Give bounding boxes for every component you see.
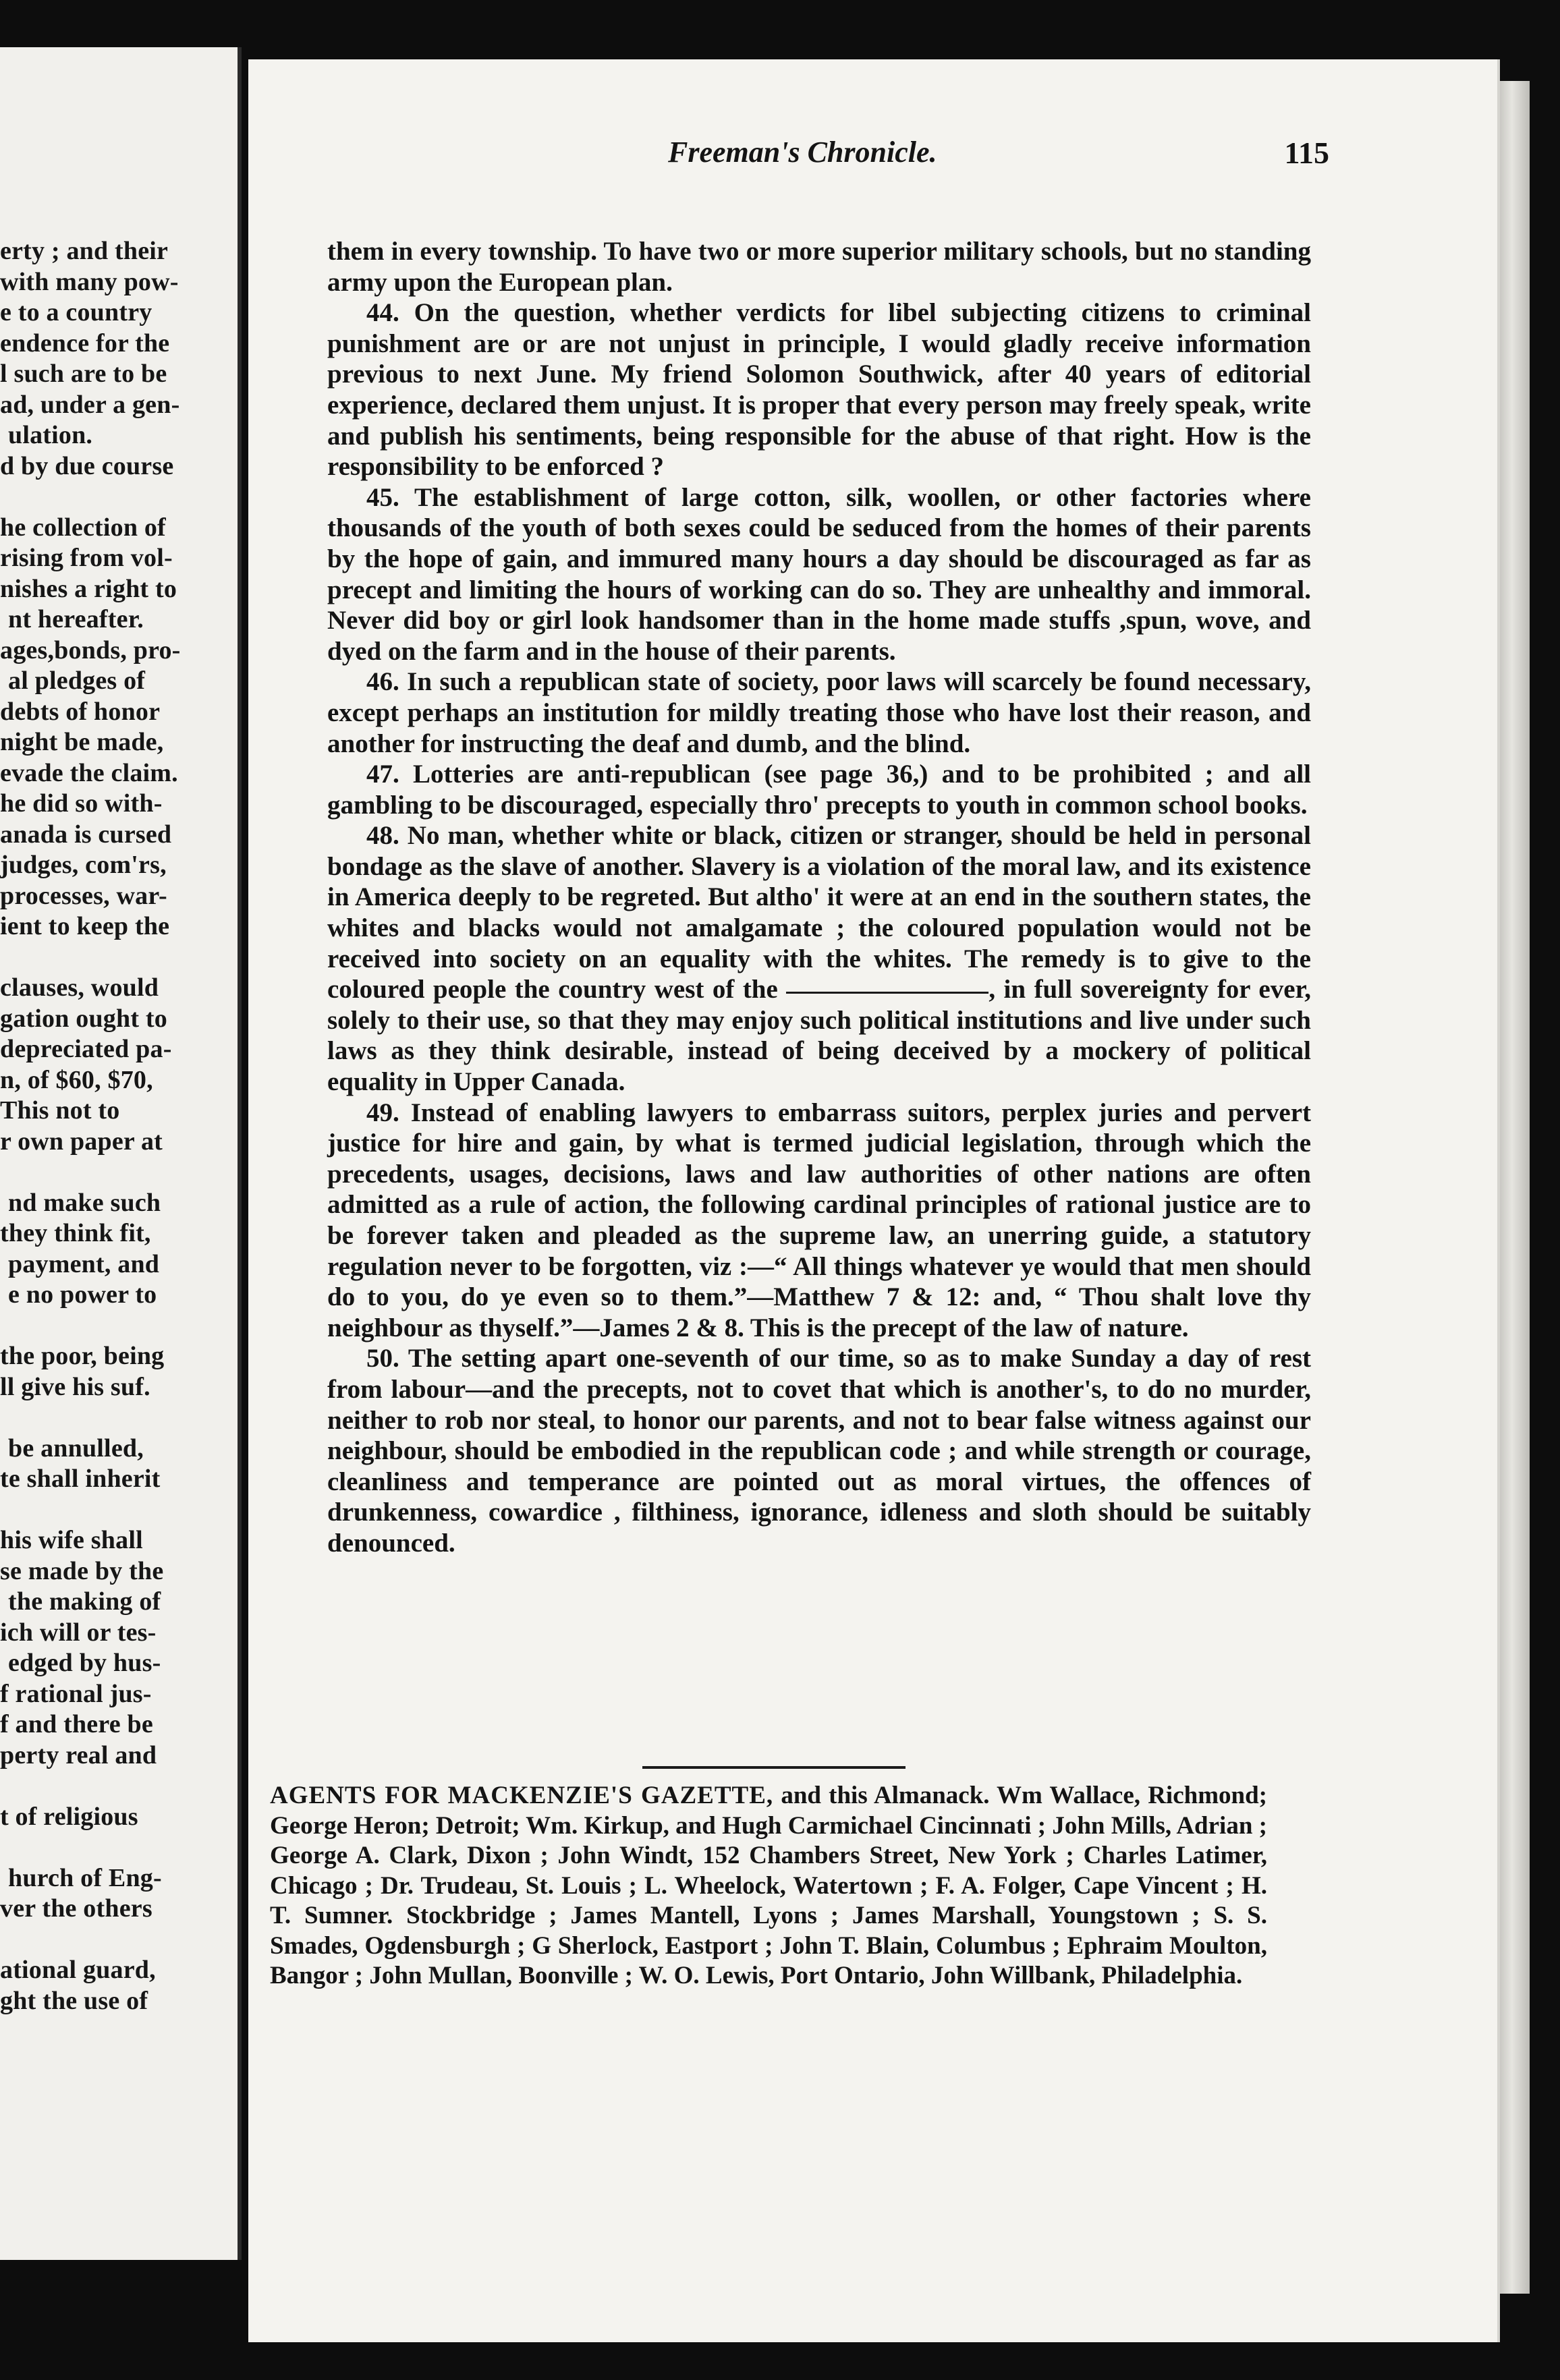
left-page-line: ll give his suf. [0, 1372, 150, 1401]
left-page-line: the making of [8, 1587, 161, 1616]
paragraph [327, 667, 1311, 759]
blank-line [786, 992, 988, 994]
paragraph [327, 236, 1311, 298]
left-page-line: rising from vol- [0, 544, 173, 572]
left-page-line: they think fit, [0, 1219, 151, 1247]
left-page-line: ulation. [8, 421, 93, 449]
agents-list: and this Almanack. Wm Wallace, Richmond; George Heron; Detroit; Wm. Kirkup, and Hugh Carmichael Cincinnati ; John Mills, Adrian ; George A. Clark, Dixon ; John Windt, 152 Chambers Street, New York ; Charles Latimer, Chicago ; Dr. Trudeau, St. Louis ; L. Wheelock, Watertown ; F. A. Folger, Cape Vincent ; H. T. Sumner. Stockbridge ; James Mantell, Lyons ; James Marshall, Youngstown ; S. S. Smades, Ogdensburgh ; G Sherlock, Eastport ; John T. Blain, Columbus ; Ephraim Moulton, Bangor ; John Mullan, Boonville ; W. O. Lewis, Port Ontario, John Willbank, Philadelphia. [270, 1782, 1267, 1989]
left-page-line: nishes a right to [0, 574, 177, 603]
paragraph-text: 47. Lotteries are anti-republican (see page 36,) and to be prohibited ; and all gambling to be discouraged, especially thro' precepts to youth in common school books. [327, 760, 1311, 820]
left-page-line: al pledges of [8, 667, 146, 695]
paragraph [327, 298, 1311, 482]
left-page-line: ght the use of [0, 1986, 148, 2015]
paragraph [327, 482, 1311, 667]
page-number: 115 [1284, 136, 1329, 170]
left-page-line: debts of honor [0, 697, 161, 726]
paragraph [327, 1098, 1311, 1344]
left-page-line: he collection of [0, 513, 166, 542]
left-page-line: ver the others [0, 1894, 152, 1923]
paragraph-text: 49. Instead of enabling lawyers to embarrass suitors, perplex juries and pervert justice for hire and gain, by what is termed judicial legislation, through which the precedents, usages, decisions, laws and law authorities of other nations are often admitted as a rule of action, the following cardinal principles of rational justice are to be forever taken and pleaded as the supreme law, an unerring guide, a statutory regulation never to be forgotten, viz :—“ All things whatever ye would that men should do to you, do ye even so to them.”—Matthew 7 & 12: and, “ Thou shalt love thy neighbour as thyself.”—James 2 & 8. This is the precept of the law of nature. [327, 1098, 1311, 1342]
left-page-line: se made by the [0, 1556, 164, 1585]
left-page-line: judges, com'rs, [0, 851, 167, 879]
left-page-line: nd make such [8, 1188, 161, 1217]
left-page-line: with many pow- [0, 267, 179, 296]
paragraph [327, 820, 1311, 1097]
paragraph [327, 759, 1311, 820]
left-page-line: ich will or tes- [0, 1618, 157, 1647]
left-page-line: clauses, would [0, 973, 159, 1002]
left-page-line: he did so with- [0, 789, 163, 818]
left-page-line: ages,bonds, pro- [0, 635, 181, 664]
paragraph-text: 48. No man, whether white or black, citizen or stranger, should be held in personal bondage as the slave of another. Slavery is a violation of the moral law, and its existence in America deeply to be regreted. But altho' it were at an end in the southern states, the whites and blacks would not amalgamate ; the coloured population would not be received into society on an equality with the whites. The remedy is to give to the coloured people the country west of the [327, 821, 1311, 1004]
left-page-fragment [0, 47, 242, 2260]
left-page-line: endence for the [0, 329, 170, 358]
page-edge [1500, 81, 1530, 2294]
paragraph-text: 45. The establishment of large cotton, silk, woollen, or other factories where thousands of the youth of both sexes could be seduced from the homes of their parents by the hope of gain, and immured many hours a day should be discouraged as far as precept and limiting the hours of working can do so. They are unhealthy and immoral. Never did boy or girl look handsomer than in the home made stuffs ,spun, wove, and dyed on the farm and in the house of their parents. [327, 482, 1311, 666]
agents-notice [270, 1781, 1267, 1991]
left-page-line: te shall inherit [0, 1465, 161, 1493]
left-page-line: d by due course [0, 451, 174, 480]
left-page-line: r own paper at [0, 1127, 163, 1156]
left-page-line: hurch of Eng- [8, 1863, 162, 1892]
left-page-line: gation ought to [0, 1004, 167, 1033]
left-page-line: ient to keep the [0, 912, 170, 940]
left-page-line: ational guard, [0, 1956, 156, 1984]
left-page-line: perty real and [0, 1740, 157, 1769]
left-page-line: his wife shall [0, 1526, 143, 1554]
paragraph-text: them in every township. To have two or more superior military schools, but no standing army upon the European plan. [327, 237, 1311, 297]
left-page-line: night be made, [0, 728, 164, 756]
left-page-line: depreciated pa- [0, 1035, 172, 1063]
left-page-line: processes, war- [0, 881, 167, 910]
left-page-line: f rational jus- [0, 1679, 152, 1708]
left-page-line: e to a country [0, 298, 152, 327]
left-page-line: payment, and [8, 1249, 160, 1278]
left-page-line: be annulled, [8, 1434, 144, 1463]
agents-heading: AGENTS FOR MACKENZIE'S GAZETTE, [270, 1782, 774, 1809]
left-page-line: edged by hus- [8, 1649, 161, 1677]
left-page-line: erty ; and their [0, 237, 169, 265]
paragraph-text: 44. On the question, whether verdicts for libel subjecting citizens to criminal punishment are or are not unjust in principle, I would gladly receive information previous to next June. My friend Solomon Southwick, after 40 years of editorial experience, declared them unjust. It is proper that every person may freely speak, write and publish his sentiments, being responsible for the abuse of that right. How is the responsibility to be enforced ? [327, 298, 1311, 482]
paragraph [327, 1343, 1311, 1558]
page-header [250, 135, 1329, 182]
left-page-line: anada is cursed [0, 820, 172, 849]
running-head: Freeman's Chronicle. [668, 136, 937, 169]
paragraph-text: 50. The setting apart one-seventh of our time, so as to make Sunday a day of rest from labour—and the precepts, not to covet that which is another's, to do no murder, neither to rob nor steal, to honor our parents, and not to bear false witness against our neighbour, should be embodied in the republican code ; and while strength or courage, cleanliness and temperance are pointed out as moral virtues, the offences of drunkenness, cowardice , filthiness, ignorance, idleness and sloth should be suitably denounced. [327, 1344, 1311, 1558]
body-text [327, 236, 1311, 1559]
left-page-line: l such are to be [0, 360, 167, 388]
paragraph-text: 46. In such a republican state of society, poor laws will scarcely be found necessary, except perhaps an institution for mildly treating those who have lost their reason, and another for instructing the deaf and dumb, and the blind. [327, 667, 1311, 758]
left-page-line: evade the claim. [0, 758, 178, 787]
paragraph-text-continued: , in full sovereignty for ever, solely to their use, so that they may enjoy such political institutions and live under such laws as they think desirable, instead of being deceived by a mockery of political equality in Upper Canada. [327, 975, 1311, 1097]
left-page-line: ad, under a gen- [0, 390, 180, 419]
left-page-line: t of religious [0, 1802, 138, 1831]
left-page-line: the poor, being [0, 1342, 165, 1370]
left-page-line: This not to [0, 1096, 120, 1125]
left-page-line: f and there be [0, 1710, 153, 1738]
left-page-line: nt hereafter. [8, 605, 144, 633]
separator-rule [642, 1766, 906, 1769]
left-page-line: n, of $60, $70, [0, 1065, 153, 1094]
left-page-line: e no power to [8, 1280, 157, 1309]
